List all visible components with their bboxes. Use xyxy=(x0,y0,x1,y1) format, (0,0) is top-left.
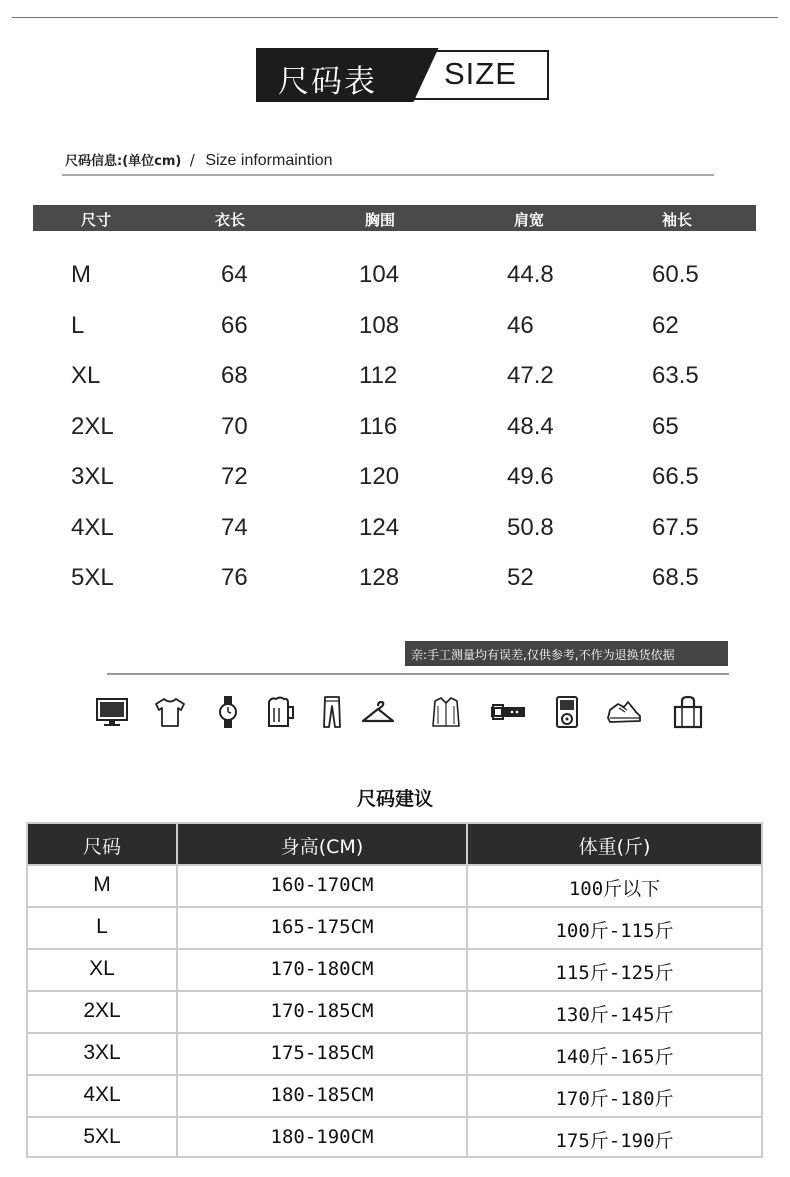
shoulder-cell: 52 xyxy=(507,564,534,591)
hanger-icon xyxy=(360,694,396,730)
length-cell: 72 xyxy=(221,463,248,490)
chest-cell: 112 xyxy=(359,362,398,389)
recommend-weight-cell: 115斤-125斤 xyxy=(555,962,674,984)
chest-cell: 120 xyxy=(359,463,400,490)
sneaker-icon xyxy=(606,694,642,730)
recommend-size-cell: M xyxy=(93,873,111,896)
shirt-icon xyxy=(428,694,464,730)
badge-title-en: SIZE xyxy=(444,56,517,91)
size-cell: 2XL xyxy=(71,413,114,440)
recommend-header-cell: 身高(CM) xyxy=(280,836,364,858)
length-cell: 66 xyxy=(221,312,248,339)
length-cell: 68 xyxy=(221,362,248,389)
music-player-icon xyxy=(549,694,585,730)
category-icons-row xyxy=(94,694,714,734)
sleeve-cell: 68.5 xyxy=(652,564,699,591)
measurement-note: 亲:手工测量均有误差,仅供参考,不作为退换货依据 xyxy=(405,641,728,666)
shoulder-cell: 48.4 xyxy=(507,413,554,440)
shoulder-cell: 47.2 xyxy=(507,362,554,389)
recommend-row xyxy=(28,948,761,990)
chest-cell: 108 xyxy=(359,312,400,339)
recommend-size-cell: 3XL xyxy=(83,1041,121,1064)
recommend-table-header xyxy=(28,824,761,864)
monitor-icon xyxy=(94,694,130,730)
size-table-row xyxy=(0,413,790,463)
size-table-header-cell: 尺寸 xyxy=(80,211,111,229)
size-table-header-cell: 衣长 xyxy=(214,211,245,229)
recommend-header-cell: 尺码 xyxy=(82,836,121,858)
size-table-row xyxy=(0,362,790,412)
recommend-row xyxy=(28,906,761,948)
sleeve-cell: 63.5 xyxy=(652,362,699,389)
size-cell: XL xyxy=(71,362,101,389)
recommend-size-cell: 5XL xyxy=(83,1125,121,1148)
size-cell: M xyxy=(71,261,91,288)
recommend-size-cell: L xyxy=(96,915,108,938)
sleeve-cell: 60.5 xyxy=(652,261,699,288)
length-cell: 70 xyxy=(221,413,248,440)
chest-cell: 124 xyxy=(359,514,400,541)
recommend-size-cell: 2XL xyxy=(83,999,121,1022)
size-table-row xyxy=(0,514,790,564)
recommend-size-cell: XL xyxy=(89,957,115,980)
shoulder-cell: 46 xyxy=(507,312,534,339)
handbag-icon xyxy=(670,694,706,730)
belt-icon xyxy=(490,694,526,730)
recommend-height-cell: 180-190CM xyxy=(270,1126,374,1148)
length-cell: 76 xyxy=(221,564,248,591)
size-info-line xyxy=(65,150,332,170)
size-cell: 4XL xyxy=(71,514,114,541)
size-info-separator: / xyxy=(189,151,195,169)
watch-icon xyxy=(210,694,246,730)
recommend-weight-cell: 170斤-180斤 xyxy=(555,1088,674,1110)
shoulder-cell: 44.8 xyxy=(507,261,554,288)
recommend-height-cell: 160-170CM xyxy=(270,874,374,896)
size-cell: L xyxy=(71,312,85,339)
recommend-weight-cell: 175斤-190斤 xyxy=(555,1130,674,1152)
shoulder-cell: 49.6 xyxy=(507,463,554,490)
recommend-height-cell: 175-185CM xyxy=(270,1042,374,1064)
size-table-row xyxy=(0,564,790,614)
recommend-row xyxy=(28,1116,761,1158)
length-cell: 74 xyxy=(221,514,248,541)
size-table-row xyxy=(0,463,790,513)
size-table-header-cell: 胸围 xyxy=(364,211,395,229)
note-divider xyxy=(107,673,729,675)
beer-mug-icon xyxy=(262,694,298,730)
sleeve-cell: 62 xyxy=(652,312,679,339)
recommend-column-divider xyxy=(176,824,178,1156)
recommend-height-cell: 170-185CM xyxy=(270,1000,374,1022)
chest-cell: 128 xyxy=(359,564,400,591)
sleeve-cell: 65 xyxy=(652,413,679,440)
recommend-row xyxy=(28,990,761,1032)
trousers-icon xyxy=(314,694,350,730)
size-table-header xyxy=(33,205,756,231)
tshirt-icon xyxy=(152,694,188,730)
recommend-weight-cell: 130斤-145斤 xyxy=(555,1004,674,1026)
recommend-header-cell: 体重(斤) xyxy=(578,836,651,858)
recommend-row xyxy=(28,1032,761,1074)
recommend-column-divider xyxy=(466,824,468,1156)
badge-title-cn: 尺码表 xyxy=(278,64,377,100)
sleeve-cell: 67.5 xyxy=(652,514,699,541)
sleeve-cell: 66.5 xyxy=(652,463,699,490)
recommend-weight-cell: 100斤以下 xyxy=(568,878,661,900)
size-table-row xyxy=(0,312,790,362)
recommend-height-cell: 165-175CM xyxy=(270,916,374,938)
recommend-row xyxy=(28,864,761,906)
recommend-weight-cell: 140斤-165斤 xyxy=(555,1046,674,1068)
chest-cell: 104 xyxy=(359,261,400,288)
chest-cell: 116 xyxy=(359,413,398,440)
recommend-size-cell: 4XL xyxy=(83,1083,121,1106)
size-info-label-cn: 尺码信息:(单位cm) xyxy=(65,154,182,169)
recommend-table xyxy=(26,822,763,1158)
size-table-row xyxy=(0,261,790,311)
recommend-section-title: 尺码建议 xyxy=(356,788,433,810)
recommend-weight-cell: 100斤-115斤 xyxy=(555,920,674,942)
size-cell: 5XL xyxy=(71,564,114,591)
length-cell: 64 xyxy=(221,261,248,288)
recommend-height-cell: 180-185CM xyxy=(270,1084,374,1106)
top-divider xyxy=(12,17,778,18)
size-chart-badge xyxy=(256,48,549,102)
size-table-header-cell: 袖长 xyxy=(661,211,692,229)
shoulder-cell: 50.8 xyxy=(507,514,554,541)
size-info-label-en: Size informaintion xyxy=(205,152,333,169)
recommend-height-cell: 170-180CM xyxy=(270,958,374,980)
recommend-row xyxy=(28,1074,761,1116)
info-divider xyxy=(62,174,714,176)
size-table-header-cell: 肩宽 xyxy=(513,211,544,229)
size-cell: 3XL xyxy=(71,463,114,490)
